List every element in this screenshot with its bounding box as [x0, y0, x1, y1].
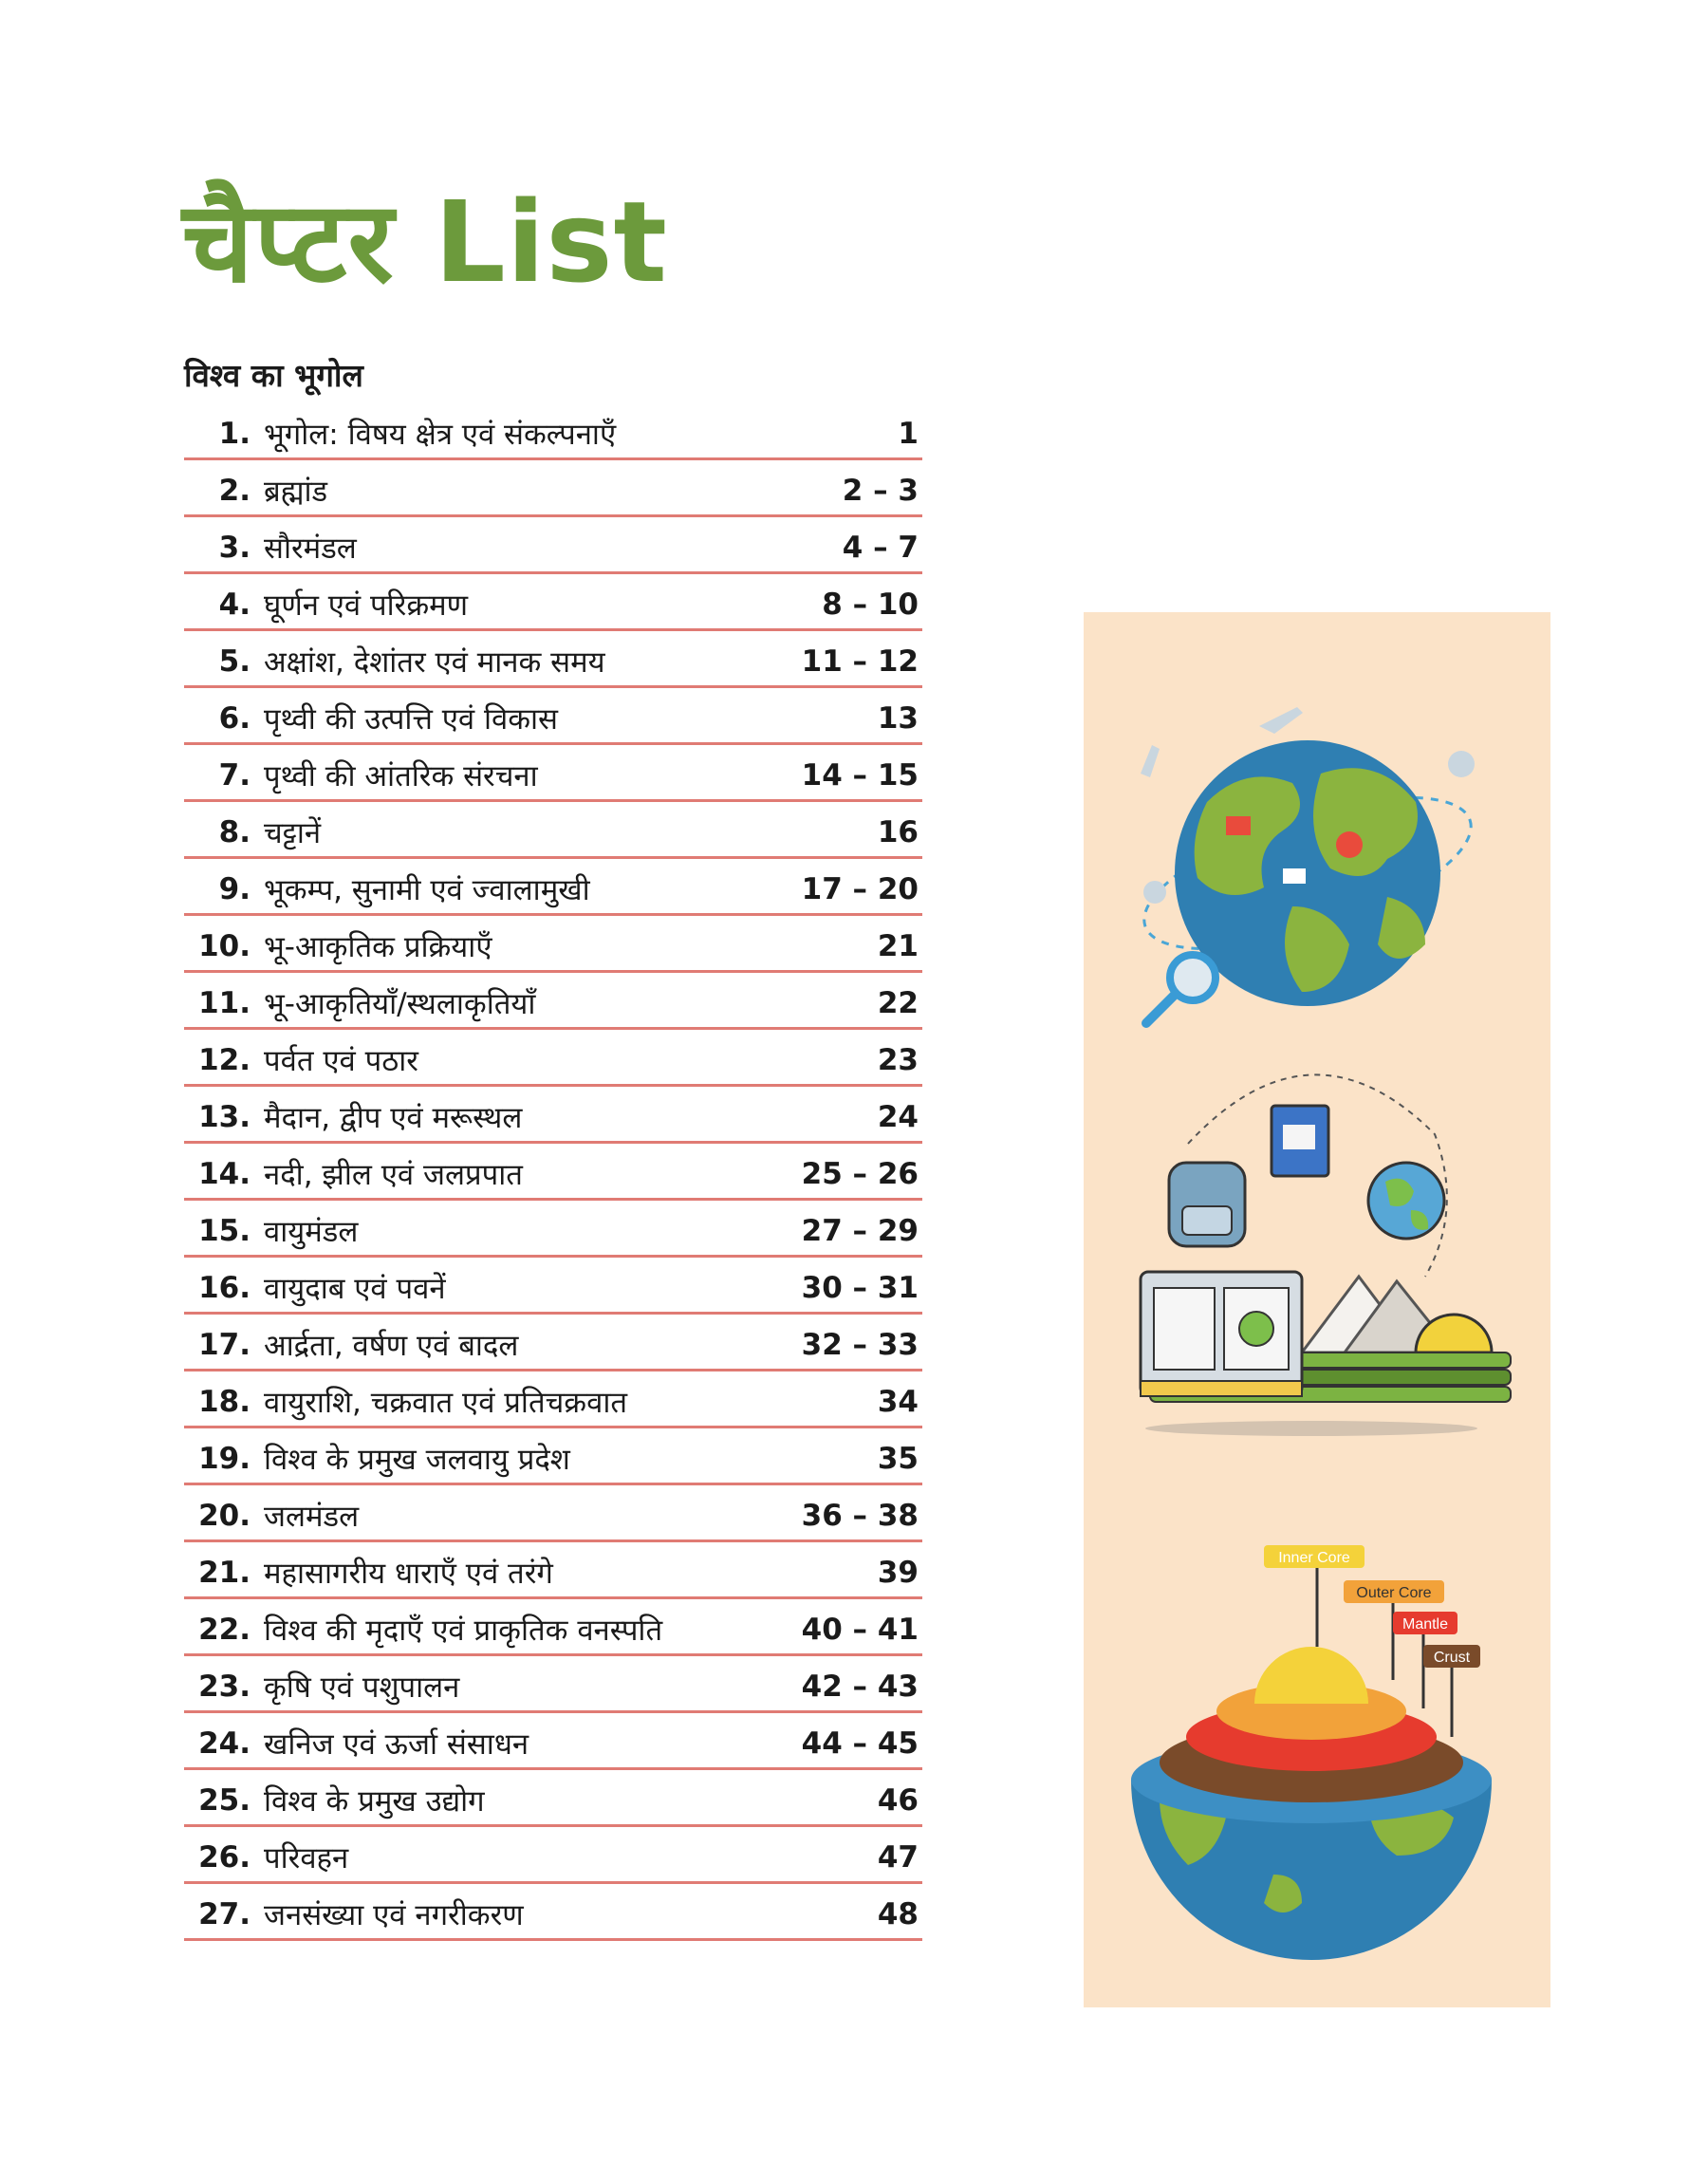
chapter-pages: 1 — [898, 416, 919, 451]
airplane-icon — [1259, 707, 1303, 734]
chapter-pages: 27 – 29 — [801, 1213, 919, 1248]
chapter-name: सौरमंडल — [264, 531, 357, 566]
chapter-pages: 40 – 41 — [801, 1612, 919, 1647]
chapter-number: 12. — [198, 1042, 251, 1077]
chapter-row — [184, 574, 922, 631]
chapter-name: पर्वत एवं पठार — [264, 1043, 418, 1078]
chapter-number: 27. — [198, 1896, 251, 1931]
chapter-name: वायुराशि, चक्रवात एवं प्रतिचक्रवात — [264, 1385, 628, 1420]
chapter-row — [184, 859, 922, 916]
chapter-pages: 47 — [877, 1839, 919, 1875]
backpack-icon — [1169, 1163, 1245, 1246]
chapter-row — [184, 460, 922, 517]
chapter-pages: 39 — [877, 1555, 919, 1590]
chapter-pages: 11 – 12 — [801, 644, 919, 679]
rocket-icon — [1141, 745, 1160, 777]
chapter-pages: 46 — [877, 1782, 919, 1818]
chapter-name: जनसंख्या एवं नगरीकरण — [264, 1897, 524, 1932]
chapter-name: घूर्णन एवं परिक्रमण — [264, 588, 469, 623]
chapter-name: भू-आकृतिक प्रक्रियाएँ — [264, 929, 492, 964]
svg-text:Outer Core: Outer Core — [1356, 1585, 1432, 1601]
small-globe-icon — [1368, 1163, 1444, 1239]
chapter-row — [184, 1485, 922, 1542]
chapter-name: भूकम्प, सुनामी एवं ज्वालामुखी — [264, 872, 590, 907]
chapter-name: चट्टानें — [264, 815, 322, 850]
outer-core-label — [1344, 1580, 1444, 1603]
chapter-row — [184, 1030, 922, 1087]
chapter-row — [184, 745, 922, 802]
computer-monitor-icon — [1141, 1272, 1302, 1396]
chapter-name: मैदान, द्वीप एवं मरूस्थल — [264, 1100, 523, 1135]
chapter-number: 7. — [218, 757, 251, 793]
illustration-panel — [1084, 612, 1550, 2007]
chapter-pages: 22 — [877, 985, 919, 1020]
svg-text:Mantle: Mantle — [1402, 1616, 1449, 1633]
chapter-pages: 8 – 10 — [822, 587, 919, 622]
chapter-name: वायुमंडल — [264, 1214, 359, 1249]
chapter-row — [184, 631, 922, 688]
chapter-pages: 42 – 43 — [801, 1669, 919, 1704]
chapter-row — [184, 1770, 922, 1827]
chapter-name: पृथ्वी की आंतरिक संरचना — [264, 758, 538, 793]
chapter-number: 26. — [198, 1839, 251, 1875]
chapter-number: 25. — [198, 1782, 251, 1818]
chapter-name: विश्व के प्रमुख जलवायु प्रदेश — [264, 1442, 570, 1477]
chapter-pages: 34 — [877, 1384, 919, 1419]
chapter-row — [184, 1315, 922, 1371]
illustration-svg — [1084, 612, 1550, 2007]
chapter-row — [184, 1258, 922, 1315]
chapter-name: वायुदाब एवं पवनें — [264, 1271, 446, 1306]
chapter-number: 13. — [198, 1099, 251, 1134]
chapter-number: 21. — [198, 1555, 251, 1590]
chapter-number: 11. — [198, 985, 251, 1020]
chapter-name: विश्व की मृदाएँ एवं प्राकृतिक वनस्पति — [264, 1613, 663, 1648]
chapter-pages: 36 – 38 — [801, 1498, 919, 1533]
chapter-pages: 25 – 26 — [801, 1156, 919, 1191]
chapter-number: 19. — [198, 1441, 251, 1476]
svg-text:Inner Core: Inner Core — [1278, 1550, 1350, 1566]
chapter-name: आर्द्रता, वर्षण एवं बादल — [264, 1328, 519, 1363]
chapter-number: 4. — [218, 587, 251, 622]
chapter-number: 22. — [198, 1612, 251, 1647]
chapter-pages: 13 — [877, 700, 919, 736]
chapter-number: 1. — [218, 416, 251, 451]
chapter-name: खनिज एवं ऊर्जा संसाधन — [264, 1726, 529, 1762]
mantle-label — [1393, 1612, 1457, 1634]
chapter-number: 14. — [198, 1156, 251, 1191]
chapter-row — [184, 1087, 922, 1144]
chapter-row — [184, 1201, 922, 1258]
chapter-number: 5. — [218, 644, 251, 679]
chapter-number: 2. — [218, 473, 251, 508]
chapter-name: कृषि एवं पशुपालन — [264, 1670, 460, 1705]
chapter-name: परिवहन — [264, 1840, 349, 1875]
chapter-name: पृथ्वी की उत्पत्ति एवं विकास — [264, 701, 559, 737]
chapter-number: 3. — [218, 530, 251, 565]
page-title: चैप्टर List — [182, 177, 668, 308]
chapter-number: 23. — [198, 1669, 251, 1704]
chapter-name: अक्षांश, देशांतर एवं मानक समय — [264, 644, 605, 680]
chapter-name: भू-आकृतियाँ/स्थलाकृतियाँ — [264, 986, 536, 1021]
chapter-name: भूगोल: विषय क्षेत्र एवं संकल्पनाएँ — [264, 417, 617, 452]
chapter-name: नदी, झील एवं जलप्रपात — [264, 1157, 523, 1192]
chapter-pages: 16 — [877, 814, 919, 849]
chapter-number: 16. — [198, 1270, 251, 1305]
chapter-number: 24. — [198, 1726, 251, 1761]
chapter-row — [184, 1144, 922, 1201]
passport-icon — [1272, 1106, 1328, 1176]
chapter-row — [184, 1713, 922, 1770]
chapter-list — [184, 403, 922, 1941]
chapter-pages: 23 — [877, 1042, 919, 1077]
chapter-pages: 44 – 45 — [801, 1726, 919, 1761]
chapter-number: 18. — [198, 1384, 251, 1419]
chapter-row — [184, 1428, 922, 1485]
chapter-number: 6. — [218, 700, 251, 736]
chapter-pages: 35 — [877, 1441, 919, 1476]
chapter-pages: 24 — [877, 1099, 919, 1134]
chapter-row — [184, 517, 922, 574]
chapter-number: 17. — [198, 1327, 251, 1362]
chapter-row — [184, 802, 922, 859]
chapter-pages: 30 – 31 — [801, 1270, 919, 1305]
chapter-pages: 14 – 15 — [801, 757, 919, 793]
chapter-row — [184, 916, 922, 973]
chapter-pages: 17 – 20 — [801, 871, 919, 906]
chapter-row — [184, 1884, 922, 1941]
chapter-number: 8. — [218, 814, 251, 849]
chapter-name: विश्व के प्रमुख उद्योग — [264, 1783, 485, 1819]
section-heading: विश्व का भूगोल — [184, 357, 363, 394]
chapter-row — [184, 1599, 922, 1656]
chapter-name: महासागरीय धाराएँ एवं तरंगे — [264, 1556, 553, 1591]
crust-label — [1423, 1645, 1480, 1668]
chapter-name: ब्रह्मांड — [264, 474, 328, 509]
chapter-number: 10. — [198, 928, 251, 963]
chapter-row — [184, 1827, 922, 1884]
magnifier-icon — [1146, 955, 1216, 1023]
chapter-number: 20. — [198, 1498, 251, 1533]
chapter-row — [184, 1656, 922, 1713]
chapter-pages: 2 – 3 — [842, 473, 919, 508]
chapter-number: 15. — [198, 1213, 251, 1248]
chapter-number: 9. — [218, 871, 251, 906]
chapter-row — [184, 1542, 922, 1599]
chapter-name: जलमंडल — [264, 1499, 360, 1534]
chapter-row — [184, 1371, 922, 1428]
chapter-pages: 48 — [877, 1896, 919, 1931]
chapter-pages: 4 – 7 — [842, 530, 919, 565]
chapter-row — [184, 403, 922, 460]
inner-core-label — [1264, 1545, 1365, 1568]
chapter-row — [184, 973, 922, 1030]
svg-text:Crust: Crust — [1433, 1650, 1471, 1666]
chapter-pages: 32 – 33 — [801, 1327, 919, 1362]
chapter-pages: 21 — [877, 928, 919, 963]
chapter-row — [184, 688, 922, 745]
